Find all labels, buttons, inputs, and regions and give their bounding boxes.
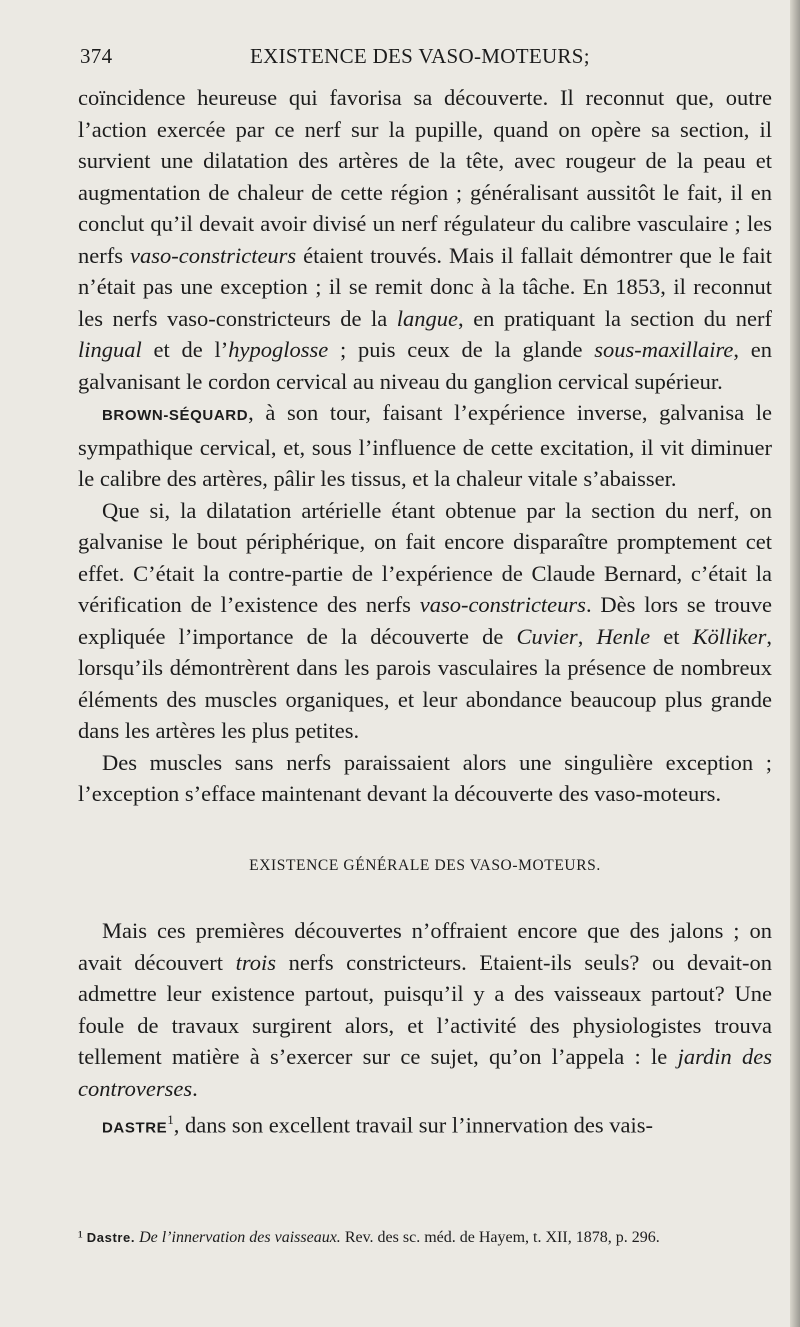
footnote-author: Dastre. [86, 1230, 136, 1245]
footnote-reference: Rev. des sc. méd. de Hayem, t. XII, 1878, p. 296. [340, 1229, 660, 1246]
page-edge [790, 0, 800, 1327]
footnote-mark: ¹ [78, 1229, 83, 1246]
paragraph-2: BROWN-SÉQUARD, à son tour, faisant l’expérience inverse, galvanisa le sympathique cervical, et, sous l’influence de cette excitation, il vit diminuer le calibre des artères, pâlir les tissus, et la chaleur vitale s’abaisser. [78, 400, 772, 491]
footnote-ref: 1 [167, 1112, 174, 1127]
author-name: BROWN-SÉQUARD [102, 407, 249, 424]
section-heading: EXISTENCE GÉNÉRALE DES VASO-MOTEURS. [249, 856, 601, 874]
author-name: DASTRE [102, 1119, 168, 1137]
running-header [80, 44, 760, 74]
footnote-title: De l’innervation des vaisseaux. [139, 1229, 341, 1246]
paragraph-6: DASTRE$^1$, dans son excellent travail sur l’innervation des vais- [102, 1112, 654, 1138]
body-text [78, 82, 772, 1144]
running-title: EXISTENCE DES VASO-MOTEURS; [250, 44, 590, 68]
paragraph-3: Que si, la dilatation artérielle étant obtenue par la section du nerf, on galvanise le bout périphérique, on fait encore disparaître promptement cet effet. C’était la contre-partie de l’expérience de Claude Bernard, c’était la vérification de l’existence des nerfs vaso-constricteurs. Dès lors se trouve expliquée l’importance de la découverte de Cuvier, Henle et Kölliker, lorsqu’ils démontrèrent dans les parois vasculaires la présence de nombreux éléments des muscles organiques, et leur abondance beaucoup plus grande dans les artères les plus petites. [78, 497, 772, 743]
page-number: 374 [80, 44, 113, 68]
paragraph-4: Des muscles sans nerfs paraissaient alors une singulière exception ; l’exception s’efface maintenant devant la découverte des vaso-moteurs. [78, 749, 772, 806]
paragraph-5: Mais ces premières découvertes n’offraient encore que des jalons ; on avait découvert trois nerfs constricteurs. Etaient-ils seuls? ou devait-on admettre leur existence partout, puisqu’il y a des vaisseaux partout? Une foule de travaux surgirent alors, et l’activité des physiologistes trouva tellement matière à s’exercer sur ce sujet, qu’on l’appela : le jardin des controverses. [78, 918, 772, 1101]
paragraph-1: coïncidence heureuse qui favorisa sa découverte. Il reconnut que, outre l’action exercée par ce nerf sur la pupille, quand on opère sa section, il survient une dilatation des artères de la tête, avec rougeur de la peau et augmentation de chaleur de cette région ; généralisant aussitôt le fait, il en conclut qu’il devait avoir divisé un nerf régulateur du calibre vasculaire ; les nerfs vaso-constricteurs étaient trouvés. Mais il fallait démontrer que le fait n’était pas une exception ; il se remit donc à la tâche. En 1853, il reconnut les nerfs vaso-constricteurs de la langue, en pratiquant la section du nerf lingual et de l’hypoglosse ; puis ceux de la glande sous-maxillaire, en galvanisant le cordon cervical au niveau du ganglion cervical supérieur. [78, 85, 772, 394]
footnote [78, 1226, 772, 1250]
